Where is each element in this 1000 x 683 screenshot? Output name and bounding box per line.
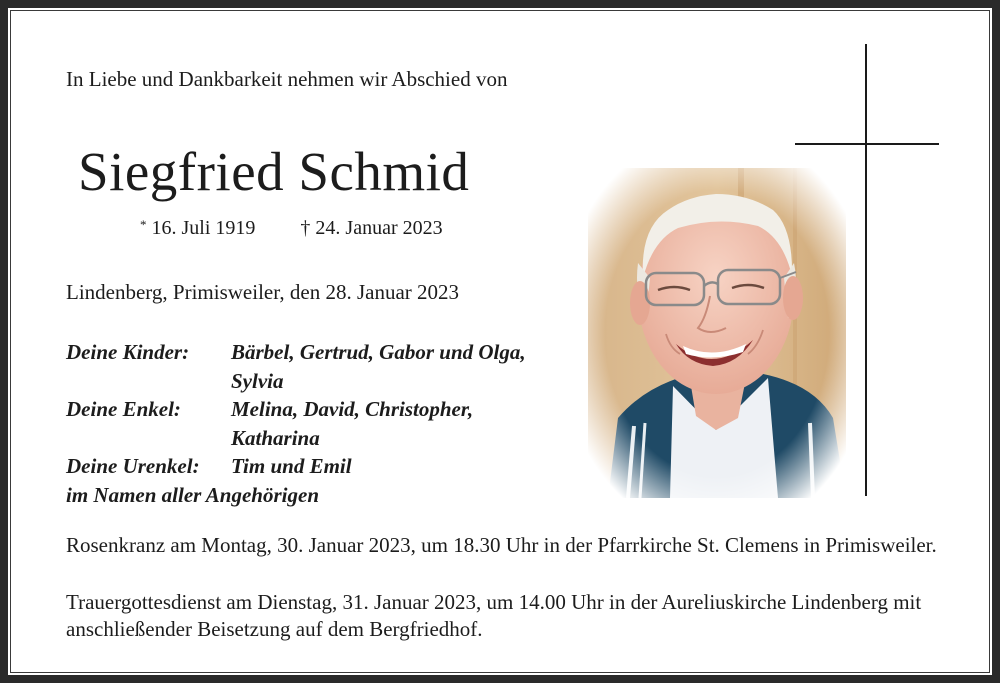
family-names-grandchildren: Melina, David, Christopher, Katharina (231, 397, 474, 450)
intro-text: In Liebe und Dankbarkeit nehmen wir Abschied von (66, 67, 508, 91)
family-label-grandchildren: Deine Enkel: (66, 397, 181, 421)
funeral-info: Trauergottesdienst am Dienstag, 31. Januar 2023, um 14.00 Uhr in der Aureliuskirche Lindenberg mit anschließender Beisetzung auf dem Bergfriedhof. (66, 590, 922, 641)
cross-horizontal-bar (795, 143, 939, 145)
family-label-children: Deine Kinder: (66, 340, 190, 364)
family-label-great-grandchildren: Deine Urenkel: (66, 454, 200, 478)
cross-vertical-bar (865, 44, 867, 496)
portrait-photo (588, 168, 846, 498)
family-row-grandchildren (66, 395, 541, 452)
on-behalf-line: im Namen aller Angehörigen (66, 482, 319, 507)
family-row-great-grandchildren (66, 452, 541, 481)
rosary-info: Rosenkranz am Montag, 30. Januar 2023, um 18.30 Uhr in der Pfarrkirche St. Clemens in Primisweiler. (66, 533, 937, 557)
family-list (66, 338, 541, 509)
death-date: 24. Januar 2023 (315, 217, 443, 239)
family-row-children (66, 338, 541, 395)
deceased-name: Siegfried Schmid (78, 141, 470, 202)
place-and-date: Lindenberg, Primisweiler, den 28. Januar 2023 (66, 280, 460, 304)
death-cross-icon: † (300, 217, 311, 239)
life-dates (140, 217, 443, 240)
family-names-children: Bärbel, Gertrud, Gabor und Olga, Sylvia (231, 340, 526, 393)
family-names-great-grandchildren: Tim und Emil (231, 454, 352, 478)
birth-date: 16. Juli 1919 (151, 217, 256, 239)
birth-star-icon: * (140, 217, 147, 232)
